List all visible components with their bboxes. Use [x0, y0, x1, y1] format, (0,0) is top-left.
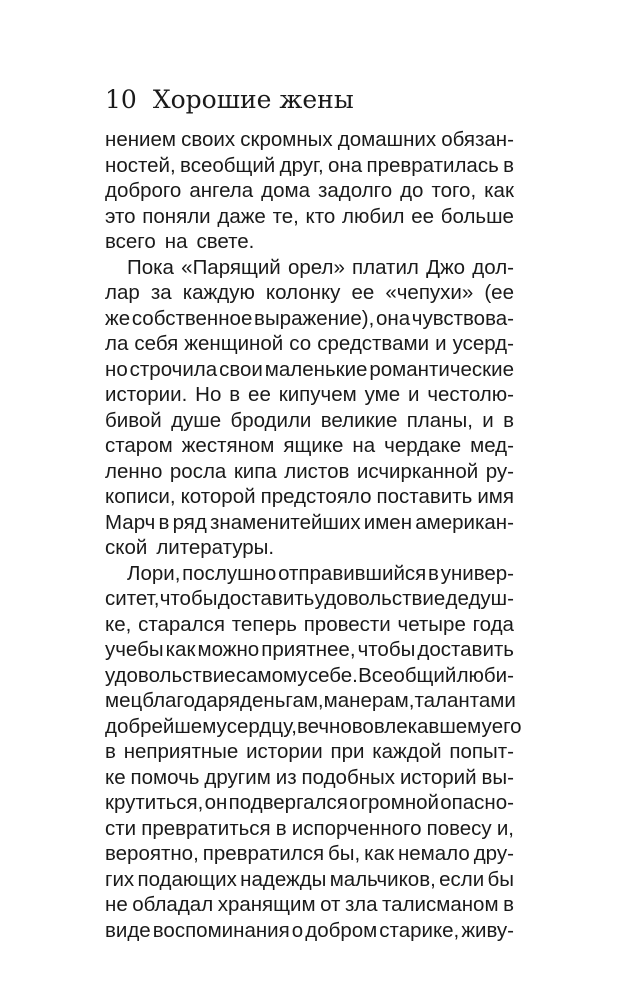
text-line: добрейшему сердцу, вечно вовлекавшему его: [105, 714, 522, 738]
text-line: Лори, послушно отправившийся в универ-: [127, 561, 514, 585]
page-number: 10: [105, 85, 137, 114]
text-line: ла себя женщиной со средствами и усерд-: [105, 332, 514, 355]
text-line: лар за каждую колонку ее «чепухи» (ее: [105, 281, 514, 304]
text-line: учебы как можно приятнее, чтобы доставить: [105, 638, 514, 661]
text-line: но строчила свои маленькие романтические: [105, 357, 514, 381]
text-line: ленно росла кипа листов исчирканной ру-: [105, 459, 514, 483]
text-line: ностей, всеобщий друг, она превратилась в: [105, 153, 514, 177]
text-line: ке, старался теперь провести четыре года: [105, 612, 514, 636]
text-line: бивой душе бродили великие планы, и в: [105, 408, 514, 432]
text-line: виде воспоминания о добром старике, живу-: [105, 918, 514, 942]
text-line: удовольствие самому себе. Всеобщий люби-: [105, 663, 514, 687]
text-line: это поняли даже те, кто любил ее больше: [105, 204, 514, 228]
text-line: вероятно, превратился бы, как немало дру-: [105, 842, 514, 865]
running-head: [105, 84, 354, 116]
text-line: ской литературы.: [105, 536, 275, 559]
body-text: [105, 127, 522, 943]
text-line: в неприятные истории при каждой попыт-: [105, 740, 514, 763]
text-line: Марч в ряд знаменитейших имен американ-: [105, 510, 514, 534]
text-line: кописи, которой предстояло поставить имя: [105, 485, 514, 508]
text-line: не обладал хранящим от зла талисманом в: [105, 893, 514, 916]
text-line: ке помочь другим из подобных историй вы-: [105, 765, 514, 789]
book-title: Хорошие жены: [152, 85, 354, 114]
text-line: всего на свете.: [105, 230, 255, 253]
text-line: ситет, чтобы доставить удовольствие дедуш-: [105, 587, 514, 610]
text-line: истории. Но в ее кипучем уме и честолю-: [105, 383, 514, 406]
text-line: гих подающих надежды мальчиков, если бы: [105, 867, 514, 891]
text-line: нением своих скромных домашних обязан-: [105, 128, 514, 151]
text-line: мец благодаря деньгам, манерам, талантам и: [105, 689, 516, 712]
text-line: сти превратиться в испорченного повесу и,: [105, 816, 514, 840]
text-line: же собственное выражение), она чувствова-: [105, 306, 514, 330]
text-line: старом жестяном ящике на чердаке мед-: [105, 434, 514, 457]
text-line: доброго ангела дома задолго до того, как: [105, 179, 514, 202]
text-line: Пока «Парящий орел» платил Джо дол-: [127, 255, 514, 279]
text-line: крутиться, он подвергался огромной опасно-: [105, 791, 514, 814]
